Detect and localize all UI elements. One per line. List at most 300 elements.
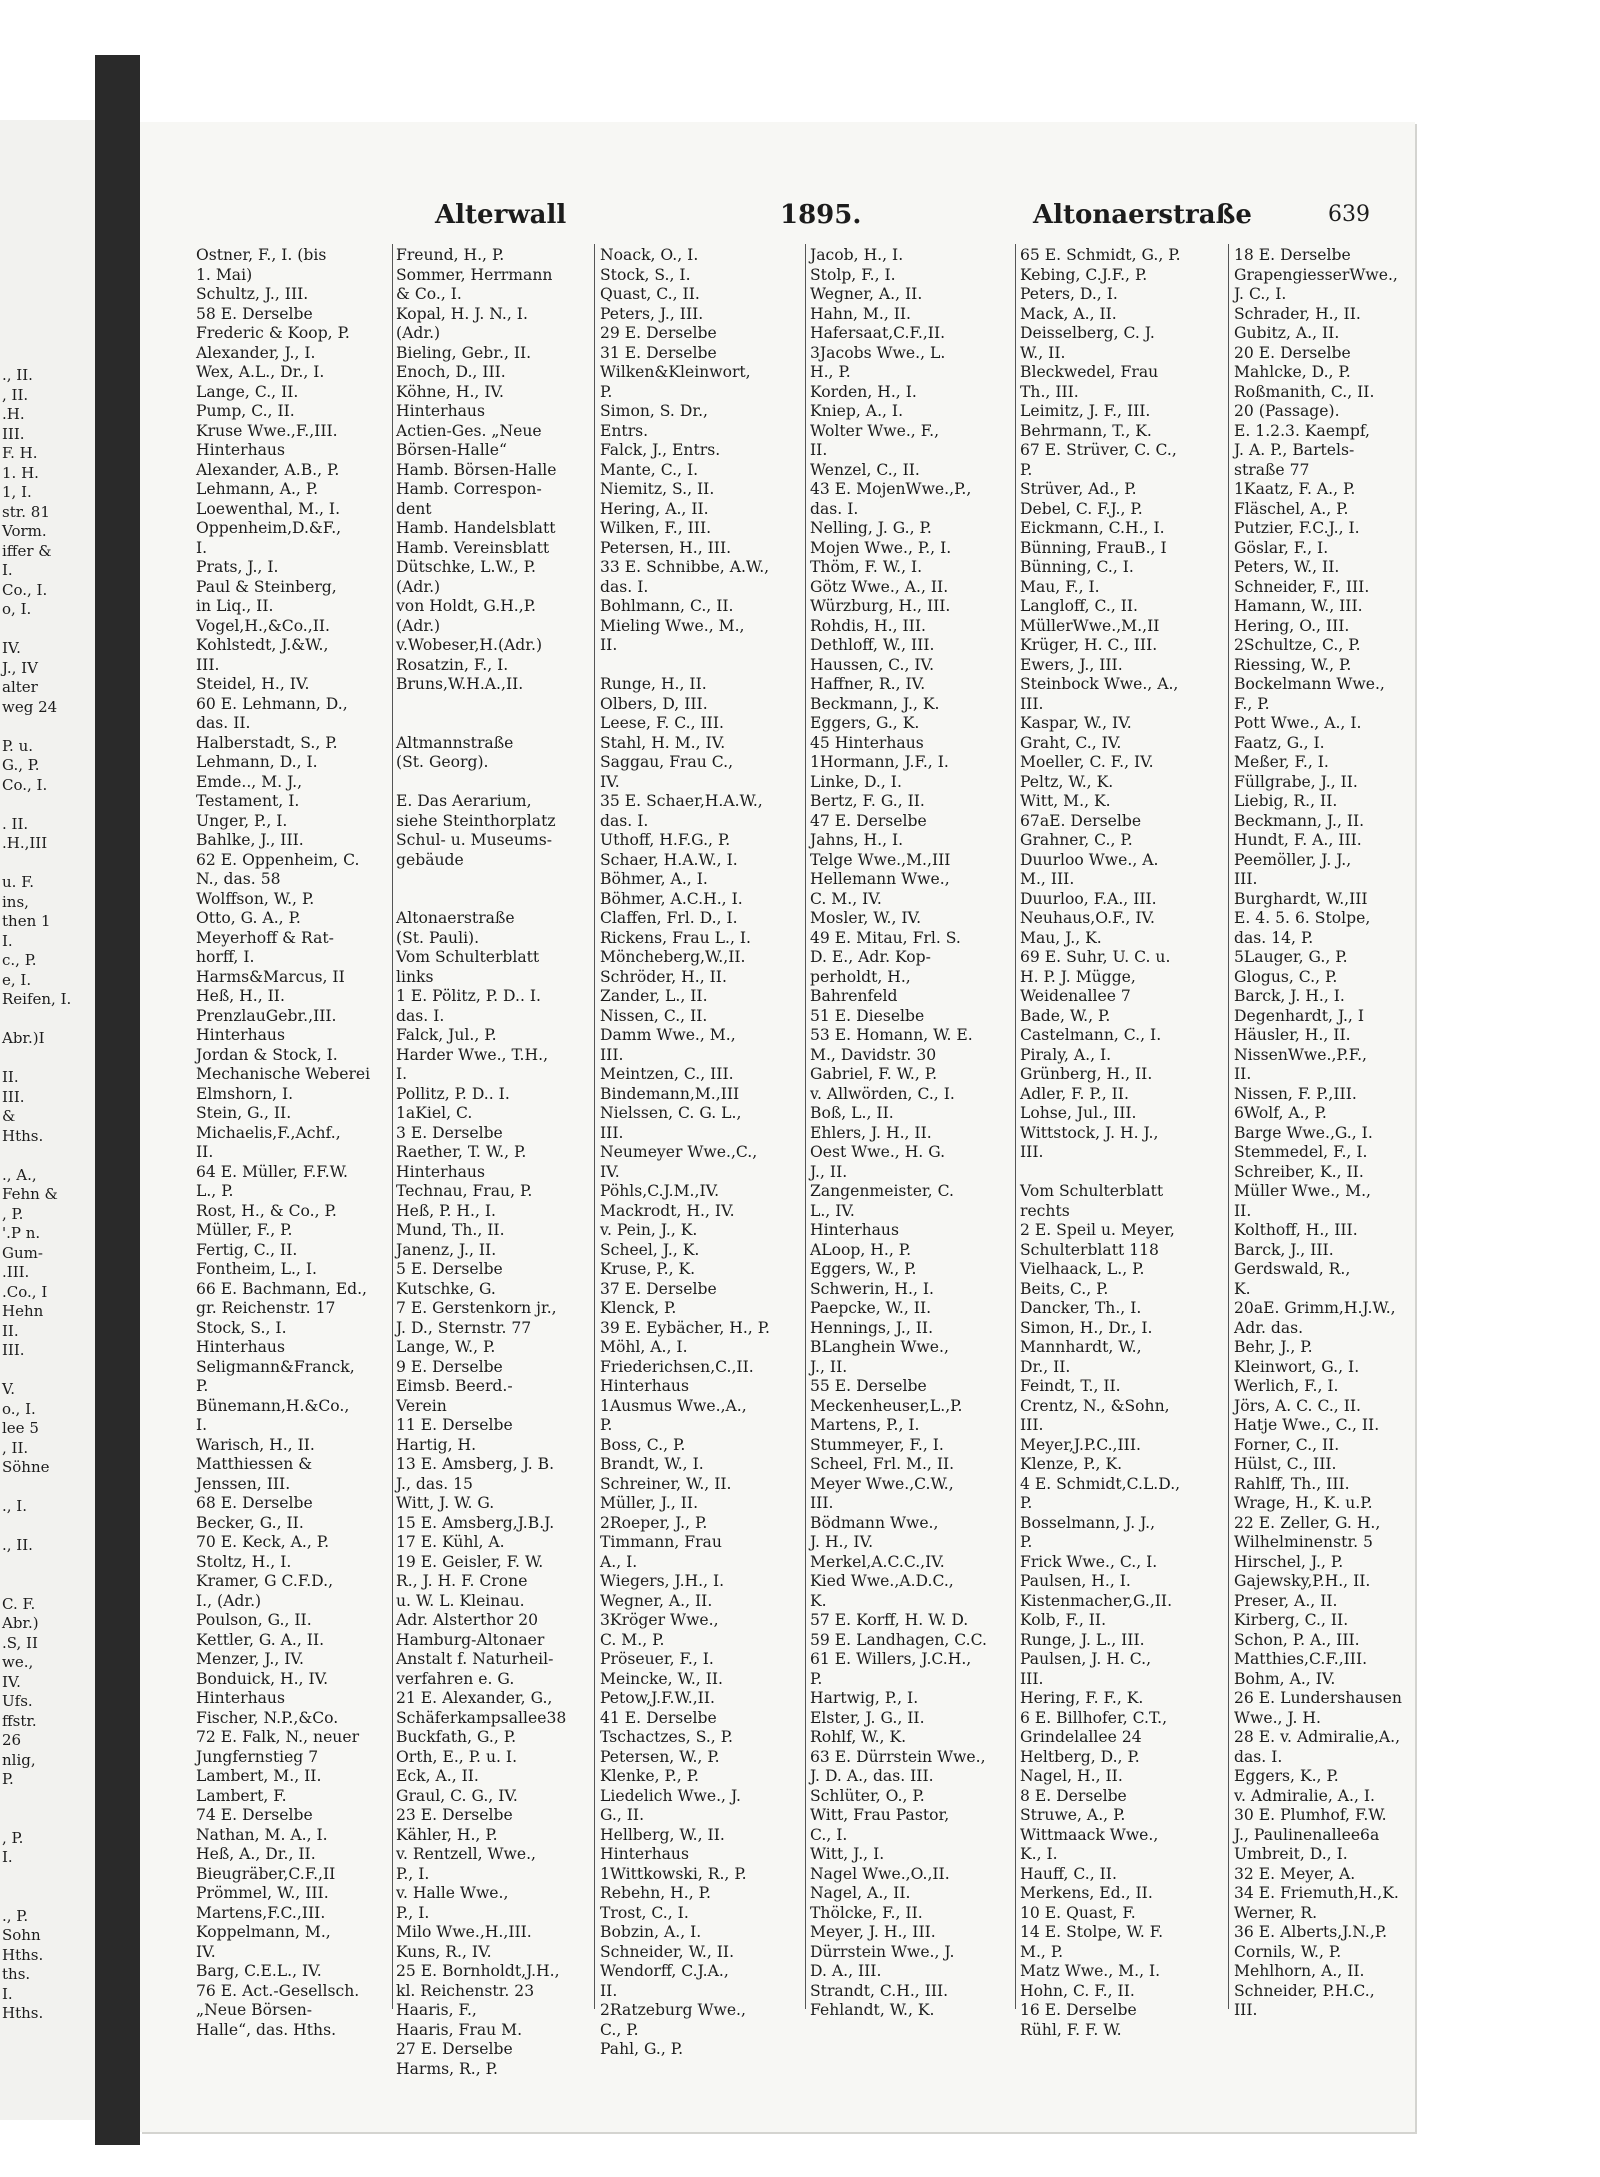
directory-entry-line: I. (2, 1984, 13, 2003)
directory-entry-line: Kolb, F., II. (1020, 1611, 1107, 1629)
column-6 (1234, 246, 1414, 2019)
directory-entry-line: III. (810, 1494, 834, 1512)
directory-entry-line: Eck, A., II. (396, 1767, 479, 1785)
directory-entry-line: Gum- (2, 1243, 43, 1262)
directory-entry-line: K., I. (1020, 1845, 1058, 1863)
directory-entry-line: C., I. (810, 1825, 848, 1844)
directory-entry-line: Friederichsen,C.,II. (600, 1357, 754, 1376)
directory-entry-line: Schlüter, O., P. (810, 1786, 925, 1805)
directory-entry-line: das. I. (1234, 1747, 1283, 1766)
directory-entry-line: Stemmedel, F., I. (1234, 1143, 1368, 1161)
directory-entry-line: Meintzen, C., III. (600, 1065, 734, 1083)
directory-entry-line: Dürrstein Wwe., J. (810, 1942, 955, 1961)
directory-entry-line: nlig, (2, 1750, 36, 1769)
directory-entry-line: Bieling, Gebr., II. (396, 343, 532, 362)
directory-entry-line: Buckfath, G., P. (396, 1728, 517, 1746)
directory-entry-line: Duurloo Wwe., A. (1020, 850, 1159, 869)
directory-entry-line: v.Wobeser,H.(Adr.) (396, 636, 543, 654)
directory-entry-line: M., Davidstr. 30 (810, 1045, 937, 1064)
directory-entry-line: L., P. (196, 1182, 234, 1200)
directory-entry-line: Eggers, K., P. (1234, 1767, 1339, 1785)
directory-entry-line: .S, II (2, 1633, 38, 1652)
directory-entry-line: Gabriel, F. W., P. (810, 1065, 938, 1083)
directory-entry-line: G., II. (600, 1806, 645, 1824)
directory-entry-line: Haussen, C., IV. (810, 655, 935, 674)
directory-entry-line (2, 1809, 107, 1829)
directory-entry-line: Grahner, C., P. (1020, 831, 1133, 849)
directory-entry-line: Kebing, C.J.F., P. (1020, 265, 1148, 284)
directory-entry-line: J. H., IV. (810, 1533, 874, 1551)
directory-entry-line: 59 E. Landhagen, C.C. (810, 1630, 987, 1649)
directory-entry-line: 17 E. Kühl, A. (396, 1533, 505, 1551)
directory-entry-line: 3Jacobs Wwe., L. (810, 343, 946, 362)
directory-entry-line: Kruse Wwe.,F.,III. (196, 421, 338, 440)
directory-entry-line: 49 E. Mitau, Frl. S. (810, 928, 961, 947)
directory-entry-line: Mosler, W., IV. (810, 909, 922, 927)
directory-entry-line: Th., III. (1020, 382, 1079, 401)
directory-entry-line: Hülst, C., III. (1234, 1455, 1337, 1473)
directory-entry-line (2, 717, 107, 737)
directory-entry-line: Peemöller, J. J., (1234, 850, 1352, 869)
directory-entry-line: Bünemann,H.&Co., (196, 1396, 350, 1415)
directory-entry-line: P., I. (396, 1864, 430, 1883)
directory-entry-line: Weidenallee 7 (1020, 987, 1131, 1005)
directory-entry-line: Paulsen, J. H. C., (1020, 1650, 1152, 1668)
directory-entry-line: Strandt, C.H., III. (810, 1981, 949, 2000)
directory-entry-line: Schrader, H., II. (1234, 304, 1361, 323)
directory-entry-line: Anstalt f. Naturheil- (396, 1650, 554, 1668)
page-number: 639 (1328, 202, 1370, 227)
directory-entry-line: Müller, J., II. (600, 1494, 699, 1512)
directory-entry-line: Witt, M., K. (1020, 792, 1111, 810)
directory-entry-line: Barge Wwe.,G., I. (1234, 1123, 1373, 1142)
directory-entry-line: Behr, J., P. (1234, 1338, 1313, 1356)
directory-entry-line: Halle“, das. Hths. (196, 2020, 337, 2039)
directory-entry-line: Hths. (2, 2004, 44, 2022)
directory-entry-line: Lehmann, A., P. (196, 480, 319, 498)
directory-entry-line: 36 E. Alberts,J.N.,P. (1234, 1923, 1388, 1941)
directory-entry-line: Boss, C., P. (600, 1435, 686, 1454)
directory-entry-line: .Co., I (2, 1282, 48, 1301)
directory-entry-line: .III. (2, 1263, 30, 1281)
directory-entry-line: Wolffson, W., P. (196, 889, 315, 908)
directory-entry-line: III. (600, 1045, 624, 1064)
directory-entry-line: Heß, H., II. (196, 987, 285, 1005)
directory-entry-line: Langloff, C., II. (1020, 597, 1139, 615)
directory-entry-line: Koppelmann, M., (196, 1923, 331, 1941)
directory-entry-line: Brandt, W., I. (600, 1455, 704, 1473)
directory-entry-line: Entrs. (600, 421, 649, 440)
directory-entry-line: Jörs, A. C. C., II. (1234, 1396, 1361, 1415)
directory-entry-line: Neumeyer Wwe.,C., (600, 1143, 758, 1161)
directory-entry-line: Adler, F. P., II. (1020, 1084, 1129, 1103)
directory-entry-line: Claffen, Frl. D., I. (600, 909, 738, 927)
directory-entry-line: Runge, H., II. (600, 675, 707, 693)
directory-entry-line: Grindelallee 24 (1020, 1728, 1142, 1746)
directory-entry-line: Ostner, F., I. (bis (196, 246, 327, 264)
directory-entry-line: 21 E. Alexander, G., (396, 1689, 553, 1707)
directory-entry-line: Wwe., J. H. (1234, 1708, 1321, 1727)
directory-entry-line: Runge, J. L., III. (1020, 1630, 1145, 1649)
directory-entry-line: Faatz, G., I. (1234, 733, 1325, 752)
directory-entry-line: Orth, E., P. u. I. (396, 1747, 518, 1766)
directory-entry-line: Ehlers, J. H., II. (810, 1123, 932, 1142)
directory-entry-line: Prömmel, W., III. (196, 1884, 329, 1902)
directory-entry-line: Kähler, H., P. (396, 1825, 498, 1844)
directory-entry-line: Kohlstedt, J.&W., (196, 636, 329, 654)
directory-entry-line: 2Schultze, C., P. (1234, 636, 1361, 654)
directory-entry-line: Kopal, H. J. N., I. (396, 304, 528, 323)
directory-entry-line: Klenze, P., K. (1020, 1455, 1123, 1473)
directory-entry-line: H. P. J. Mügge, (1020, 967, 1136, 986)
directory-entry-line: Hafersaat,C.F.,II. (810, 324, 946, 342)
directory-entry-line: u. W. L. Kleinau. (396, 1591, 525, 1610)
column-5 (1020, 246, 1225, 2039)
directory-entry-line (2, 620, 107, 640)
directory-entry-line: BLanghein Wwe., (810, 1338, 949, 1356)
directory-entry-line: Peters, J., III. (600, 304, 704, 323)
directory-entry-line: Nagel, H., II. (1020, 1767, 1123, 1785)
directory-entry-line: III. (1234, 2001, 1258, 2019)
directory-entry-line: P. (600, 1416, 613, 1434)
directory-entry-line: Jordan & Stock, I. (196, 1045, 338, 1064)
directory-entry-line: R., J. H. F. Crone (396, 1572, 528, 1590)
directory-entry-line: Bindemann,M.,III (600, 1084, 740, 1103)
directory-entry-line: Nagel, A., II. (810, 1884, 911, 1902)
directory-entry-line: Harder Wwe., T.H., (396, 1045, 549, 1064)
directory-entry-line: I. (2, 561, 13, 579)
directory-entry-line: M., III. (1020, 870, 1075, 888)
directory-entry-line: „Neue Börsen- (196, 2001, 313, 2019)
directory-entry-line: Raether, T. W., P. (396, 1143, 527, 1161)
directory-entry-line: das. I. (396, 1006, 445, 1025)
directory-entry-line: .H.,III (2, 834, 48, 852)
directory-entry-line: Otto, G. A., P. (196, 909, 301, 927)
directory-entry-line: III. (1020, 694, 1044, 713)
directory-entry-line: C. M., IV. (810, 889, 882, 908)
directory-entry-line: rechts (1020, 1201, 1070, 1220)
directory-entry-line: Martens, P., I. (810, 1416, 920, 1434)
directory-entry-line: K. (1234, 1279, 1251, 1298)
column-2 (396, 246, 590, 2078)
directory-entry-line: Mehlhorn, A., II. (1234, 1962, 1365, 1980)
directory-entry-line: Jenssen, III. (196, 1474, 291, 1493)
directory-entry-line: v. Allwörden, C., I. (810, 1084, 955, 1103)
directory-entry-line: & Co., I. (396, 285, 462, 303)
directory-entry-line: C. M., P. (600, 1630, 665, 1649)
directory-entry-line: weg 24 (2, 697, 58, 716)
directory-entry-line: 1Wittkowski, R., P. (600, 1864, 747, 1883)
directory-entry-line: 53 E. Homann, W. E. (810, 1026, 973, 1044)
directory-entry-line (2, 1887, 107, 1907)
directory-entry-line: Eickmann, C.H., I. (1020, 519, 1165, 537)
directory-entry-line: 2 E. Speil u. Meyer, (1020, 1221, 1175, 1239)
directory-entry-line: Harms, R., P. (396, 2059, 498, 2078)
directory-entry-line: Co., I. (2, 775, 48, 794)
directory-entry-line (2, 1868, 107, 1888)
directory-entry-line: Lehmann, D., I. (196, 753, 318, 771)
directory-entry-line: 5Lauger, G., P. (1234, 948, 1348, 966)
directory-entry-line: Hinterhaus (196, 1689, 285, 1707)
directory-entry-line: I. (2, 931, 13, 950)
directory-entry-line: straße 77 (1234, 460, 1310, 479)
directory-entry-line: Hellemann Wwe., (810, 870, 950, 888)
directory-entry-line: Oppenheim,D.&F., (196, 519, 342, 537)
directory-entry-line: Dancker, Th., I. (1020, 1299, 1142, 1317)
directory-entry-line: Dethloff, W., III. (810, 636, 935, 654)
directory-entry-line: Götz Wwe., A., II. (810, 577, 949, 596)
directory-entry-line: Hering, O., III. (1234, 616, 1350, 635)
book-gutter (95, 55, 140, 2145)
directory-entry-line: E. 1.2.3. Kaempf, (1234, 421, 1371, 440)
directory-entry-line: C. F. (2, 1594, 36, 1613)
directory-entry-line: Bosselmann, J. J., (1020, 1513, 1156, 1532)
directory-entry-line: L., IV. (810, 1201, 855, 1220)
directory-entry-line: .H. (2, 405, 25, 423)
directory-entry-line: Paepcke, W., II. (810, 1299, 932, 1317)
directory-entry-line: 45 Hinterhaus (810, 733, 924, 752)
directory-entry-line: 6 E. Billhofer, C.T., (1020, 1708, 1168, 1727)
directory-entry-line: links (396, 967, 434, 986)
directory-entry-line: III. (196, 655, 220, 674)
directory-entry-line: Kettler, G. A., II. (196, 1630, 325, 1649)
directory-entry-line: Kied Wwe.,A.D.C., (810, 1572, 954, 1590)
directory-entry-line (2, 1478, 107, 1498)
directory-entry-line: Hundt, F. A., III. (1234, 831, 1362, 849)
directory-entry-line: 20 (Passage). (1234, 402, 1340, 420)
directory-entry-line: Schneider, P.H.C., (1234, 1981, 1375, 2000)
directory-entry-line: 57 E. Korff, H. W. D. (810, 1611, 969, 1629)
directory-entry-line: Scheel, J., K. (600, 1240, 700, 1259)
directory-entry-line: Füllgrabe, J., II. (1234, 772, 1358, 791)
directory-entry-line: Emde.., M. J., (196, 772, 303, 791)
directory-entry-line: Pott Wwe., A., I. (1234, 714, 1362, 732)
directory-entry-line: MüllerWwe.,M.,II (1020, 616, 1160, 635)
directory-entry-line: III. (2, 1341, 25, 1359)
directory-entry-line: Ufs. (2, 1692, 33, 1710)
directory-entry-line: Fischer, N.P.,&Co. (196, 1708, 339, 1727)
directory-entry-line: Verein (396, 1396, 447, 1415)
directory-entry-line: Nissen, F. P.,III. (1234, 1084, 1357, 1103)
directory-entry-line: Hohn, C. F., II. (1020, 1981, 1135, 2000)
directory-entry-line: Mante, C., I. (600, 460, 699, 479)
directory-entry-line: 6Wolf, A., P. (1234, 1104, 1327, 1122)
directory-entry-line: 62 E. Oppenheim, C. (196, 850, 360, 869)
directory-entry-line: Kramer, G C.F.D., (196, 1572, 334, 1590)
directory-entry-line: Bünning, C., I. (1020, 558, 1134, 576)
directory-entry-line: Rickens, Frau L., I. (600, 928, 752, 947)
directory-entry-line: 67 E. Strüver, C. C., (1020, 441, 1177, 459)
directory-entry-line: Heltberg, D., P. (1020, 1747, 1140, 1766)
directory-entry-line: Witt, J., I. (810, 1845, 885, 1863)
directory-entry-line: Deisselberg, C. J. (1020, 324, 1155, 342)
directory-entry-line: 20aE. Grimm,H.J.W., (1234, 1299, 1396, 1317)
directory-entry-line: Bödmann Wwe., (810, 1513, 939, 1532)
directory-entry-line: IV. (196, 1942, 216, 1961)
directory-entry-line: Eimsb. Beerd.- (396, 1377, 513, 1395)
directory-entry-line: Timmann, Frau (600, 1533, 722, 1551)
directory-entry-line: Steinbock Wwe., A., (1020, 675, 1179, 693)
directory-entry-line: c., P. (2, 951, 37, 969)
directory-entry-line: Oest Wwe., H. G. (810, 1143, 946, 1161)
directory-entry-line: 43 E. MojenWwe.,P., (810, 480, 972, 498)
directory-entry-line: J., II. (810, 1162, 848, 1181)
directory-entry-line: 23 E. Derselbe (396, 1806, 513, 1824)
directory-entry-line: II. (810, 441, 828, 459)
directory-entry-line: ALoop, H., P. (810, 1240, 912, 1259)
directory-entry-line: Hering, A., II. (600, 499, 709, 518)
directory-entry-line: 2Ratzeburg Wwe., (600, 2001, 746, 2019)
directory-entry-line: Bobzin, A., I. (600, 1923, 702, 1941)
directory-entry-line: NissenWwe.,P.F., (1234, 1045, 1368, 1064)
directory-entry-line: 35 E. Schaer,H.A.W., (600, 792, 763, 810)
directory-entry-line: das. II. (196, 714, 251, 732)
directory-entry-line: Hartig, H. (396, 1435, 477, 1454)
directory-entry-line: 8 E. Derselbe (1020, 1786, 1127, 1805)
directory-entry-line: 31 E. Derselbe (600, 343, 717, 362)
directory-entry-line: Putzier, F.C.J., I. (1234, 519, 1360, 537)
directory-entry-line: gebäude (396, 850, 464, 869)
directory-entry-line: Rühl, F. F. W. (1020, 2020, 1122, 2039)
directory-entry-line: Enoch, D., III. (396, 363, 506, 381)
directory-entry-line: IV. (2, 1672, 21, 1691)
directory-entry-line: Wilken, F., III. (600, 519, 712, 537)
directory-entry-line: das. 14, P. (1234, 928, 1314, 947)
directory-entry-line: v. Rentzell, Wwe., (396, 1845, 537, 1863)
directory-entry-line: J. A. P., Bartels- (1234, 441, 1355, 459)
directory-entry-line: Mackrodt, H., IV. (600, 1201, 735, 1220)
directory-entry-line: Burghardt, W.,III (1234, 889, 1368, 908)
directory-entry-line: 51 E. Dieselbe (810, 1006, 925, 1025)
directory-entry-line: Stahl, H. M., IV. (600, 733, 726, 752)
directory-entry-line: Roßmanith, C., II. (1234, 382, 1375, 401)
directory-entry-line: u. F. (2, 873, 35, 891)
directory-entry-line: Witt, J. W. G. (396, 1494, 495, 1512)
directory-entry-line: 4 E. Schmidt,C.L.D., (1020, 1474, 1181, 1493)
directory-entry-line: , II. (2, 385, 29, 404)
directory-entry-line: 37 E. Derselbe (600, 1279, 717, 1298)
directory-entry-line: 26 (2, 1731, 22, 1749)
directory-entry-line: Michaelis,F.,Achf., (196, 1123, 341, 1142)
directory-entry-line: Mojen Wwe., P., I. (810, 538, 952, 557)
column-divider (1228, 244, 1229, 2009)
directory-entry-line: Olbers, D, III. (600, 694, 708, 713)
directory-entry-line: (St. Pauli). (396, 928, 480, 947)
directory-entry-line: P. (810, 1669, 823, 1688)
directory-entry-line: K. (810, 1591, 827, 1610)
directory-entry-line: Vogel,H.,&Co.,II. (196, 616, 331, 635)
directory-entry-line: Vorm. (2, 522, 47, 540)
directory-entry-line: 55 E. Derselbe (810, 1377, 927, 1395)
directory-entry-line: I., (Adr.) (196, 1591, 262, 1610)
directory-entry-line: Linke, D., I. (810, 772, 902, 791)
directory-entry-line: Degenhardt, J., I (1234, 1006, 1365, 1025)
directory-entry-line: Piraly, A., I. (1020, 1045, 1112, 1064)
directory-entry-line: D. A., III. (810, 1962, 882, 1980)
directory-entry-line: 1Kaatz, F. A., P. (1234, 480, 1356, 498)
directory-entry-line: Hartwig, P., I. (810, 1689, 919, 1707)
directory-entry-line: , P. (2, 1204, 24, 1223)
directory-entry-line: ffstr. (2, 1711, 37, 1730)
directory-entry-line: III. (1020, 1416, 1044, 1434)
directory-entry-line: Meßer, F., I. (1234, 753, 1329, 771)
directory-entry-line: Elster, J. G., II. (810, 1708, 925, 1727)
directory-entry-line: 41 E. Derselbe (600, 1708, 717, 1727)
directory-entry-line: Mieling Wwe., M., (600, 616, 745, 635)
directory-entry-line: Glogus, C., P. (1234, 967, 1338, 986)
directory-entry-line: Falck, J., Entrs. (600, 441, 721, 459)
directory-entry-line: Barck, J. H., I. (1234, 987, 1345, 1005)
directory-entry-line: Petersen, H., III. (600, 538, 732, 557)
directory-entry-line: Bertz, F. G., II. (810, 792, 925, 810)
directory-entry-line: ., A., (2, 1165, 37, 1184)
directory-entry-line: Lambert, F. (196, 1786, 287, 1805)
directory-entry-line: Dr., II. (1020, 1357, 1071, 1376)
directory-entry-line: Actien-Ges. „Neue (396, 421, 542, 440)
directory-entry-line: Becker, G., II. (196, 1513, 304, 1532)
directory-entry-line: W., II. (1020, 343, 1066, 362)
directory-entry-line: Pollitz, P. D.. I. (396, 1084, 510, 1103)
directory-entry-line: Lambert, M., II. (196, 1767, 322, 1785)
directory-entry-line: Paul & Steinberg, (196, 577, 337, 596)
directory-entry-line: Wittstock, J. H. J., (1020, 1123, 1159, 1142)
column-divider (805, 244, 806, 2009)
directory-entry-line: 3Kröger Wwe., (600, 1611, 719, 1629)
directory-entry-line: Reifen, I. (2, 990, 72, 1008)
directory-entry-line: Strüver, Ad., P. (1020, 480, 1137, 498)
directory-entry-line: 76 E. Act.-Gesellsch. (196, 1981, 360, 2000)
directory-entry-line: Jacob, H., I. (810, 246, 904, 264)
directory-entry-line: Pröseuer, F., I. (600, 1650, 714, 1668)
directory-entry-line: Hinterhaus (600, 1377, 689, 1395)
directory-entry-line (396, 714, 590, 734)
directory-entry-line: E. Das Aerarium, (396, 792, 532, 810)
directory-entry-line: Stolp, F., I. (810, 265, 896, 284)
directory-entry-line: Witt, Frau Pastor, (810, 1806, 950, 1824)
directory-entry-line: Merkel,A.C.C.,IV. (810, 1552, 945, 1571)
directory-entry-line: III. (600, 1123, 624, 1142)
directory-entry-line (2, 1361, 107, 1381)
directory-entry-line: Schreiber, K., II. (1234, 1162, 1364, 1181)
directory-entry-line: Heß, P. H., I. (396, 1201, 496, 1220)
directory-entry-line: Beckmann, J., K. (810, 694, 940, 713)
directory-entry-line: Pöhls,C.J.M.,IV. (600, 1182, 720, 1200)
directory-entry-line: Hahn, M., II. (810, 304, 912, 323)
directory-entry-line (396, 870, 590, 890)
directory-entry-line: I. (396, 1065, 408, 1083)
directory-entry-line: Hamb. Börsen-Halle (396, 460, 557, 479)
directory-entry-line: str. 81 (2, 502, 50, 521)
directory-entry-line: Technau, Frau, P. (396, 1182, 533, 1200)
directory-entry-line: J., Paulinenallee6a (1234, 1825, 1380, 1844)
directory-entry-line: alter (2, 678, 38, 696)
directory-entry-line: Häusler, H., II. (1234, 1026, 1351, 1044)
directory-entry-line: Abr.)I (2, 1029, 45, 1047)
directory-entry-line: II. (2, 1321, 19, 1340)
directory-entry-line: Wenzel, C., II. (810, 460, 920, 479)
directory-entry-line: 1Hormann, J.F., I. (810, 753, 949, 771)
directory-entry-line: F., P. (1234, 694, 1270, 713)
directory-entry-line: Cornils, W., P. (1234, 1942, 1342, 1961)
directory-entry-line: Saggau, Frau C., (600, 753, 734, 771)
directory-entry-line (396, 695, 590, 715)
directory-entry-line: ., II. (2, 1536, 33, 1554)
directory-entry-line: Neuhaus,O.F., IV. (1020, 909, 1155, 927)
directory-entry-line: Behrmann, T., K. (1020, 421, 1152, 440)
directory-entry-line: 74 E. Derselbe (196, 1806, 313, 1824)
directory-entry-line: D. E., Adr. Kop- (810, 948, 931, 966)
directory-entry-line: Schneider, W., II. (600, 1942, 735, 1961)
